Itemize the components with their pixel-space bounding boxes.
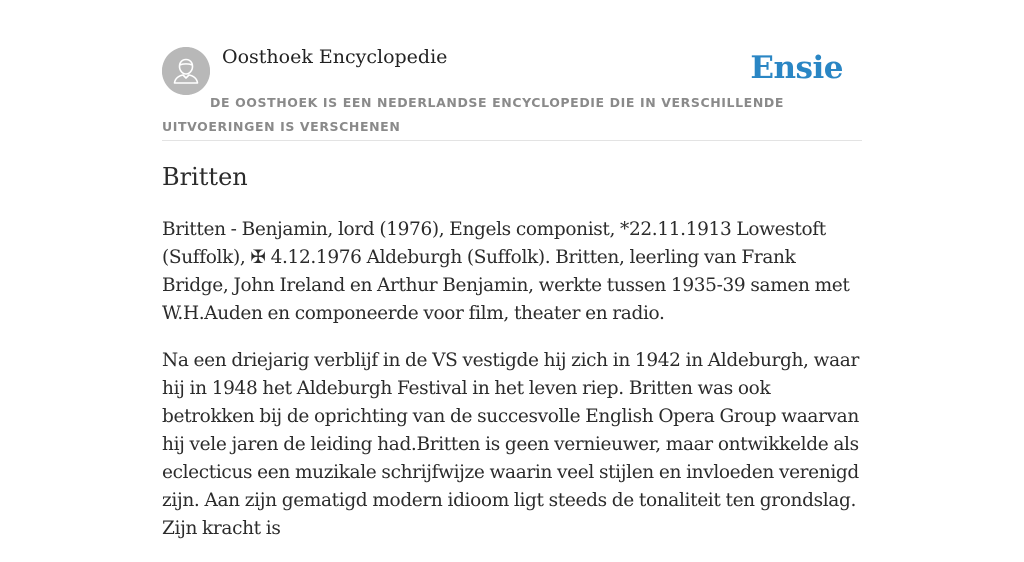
page-container [162, 0, 862, 539]
article-paragraph-1: Britten - Benjamin, lord (1976), Engels componist, *22.11.1913 Lowestoft (Suffolk), ✠ 4.12.1976 Aldeburgh (Suffolk). Britten, leerling van Frank Bridge, John Ireland en Arthur Benjamin, werkte tussen 1935-39 samen met W.H.Auden en componeerde voor film, theater en radio. [162, 219, 850, 324]
site-header [162, 0, 862, 141]
site-name-link[interactable]: Oosthoek Encyclopedie [222, 46, 448, 68]
site-tagline: DE OOSTHOEK IS EEN NEDERLANDSE ENCYCLOPEDIE DIE IN VERSCHILLENDE UITVOERINGEN IS VERSCHENEN [162, 95, 784, 134]
user-avatar-icon[interactable] [162, 47, 210, 95]
ensie-logo-link[interactable]: Ensie [750, 50, 843, 86]
article-title: Britten [162, 163, 248, 191]
article-paragraph-2: Na een driejarig verblijf in de VS vestigde hij zich in 1942 in Aldeburgh, waar hij in 1948 het Aldeburgh Festival in het leven riep. Britten was ook betrokken bij de oprichting van de succesvolle English Opera Group waarvan hij vele jaren de leiding had.Britten is geen vernieuwer, maar ontwikkelde als eclecticus een muzikale schrijfwijze waarin veel stijlen en invloeden verenigd zijn. Aan zijn gematigd modern idioom ligt steeds de tonaliteit ten grondslag. Zijn kracht is [162, 350, 859, 539]
article-body [162, 216, 862, 562]
